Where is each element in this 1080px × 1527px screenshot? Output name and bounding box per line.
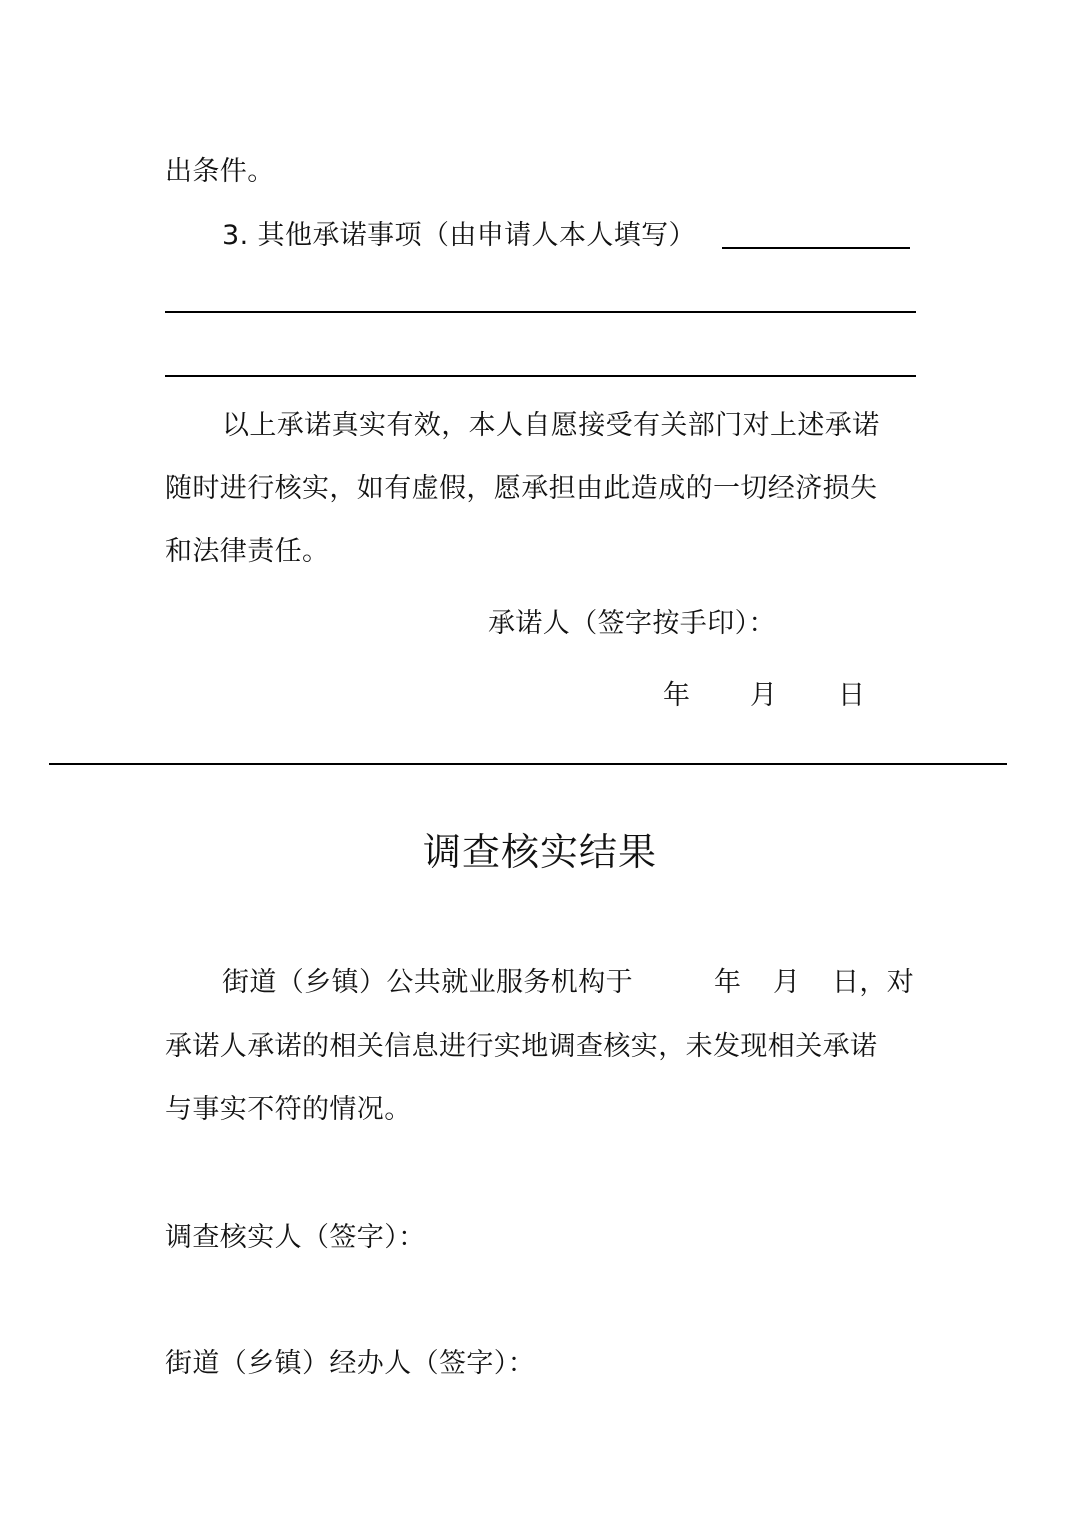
verifier-label: 调查核实人（签字）：	[165, 1222, 426, 1253]
declaration-line-3: 和法律责任。	[165, 536, 330, 567]
item-3-fill-line-3[interactable]	[165, 375, 916, 377]
declaration-line-2: 随时进行核实，如有虚假，愿承担由此造成的一切经济损失	[165, 473, 878, 504]
item-3-fill-line[interactable]	[722, 247, 910, 249]
verification-body-line-2: 承诺人承诺的相关信息进行实地调查核实，未发现相关承诺	[165, 1031, 878, 1062]
date-month: 月	[750, 680, 778, 711]
verification-body-line-1: 街道（乡镇）公共就业服务机构于	[222, 967, 633, 998]
verification-title: 调查核实结果	[422, 830, 657, 874]
signer-label: 承诺人（签字按手印）：	[488, 608, 776, 639]
verification-day: 日，对	[832, 967, 915, 998]
continuation-text: 出条件。	[165, 156, 275, 187]
item-3-fill-line-2[interactable]	[165, 311, 916, 313]
declaration-line-1: 以上承诺真实有效，本人自愿接受有关部门对上述承诺	[222, 410, 880, 441]
date-day: 日	[838, 680, 866, 711]
date-year: 年	[663, 680, 691, 711]
verification-year: 年	[714, 967, 742, 998]
verification-month: 月	[773, 967, 801, 998]
item-3-label: 3. 其他承诺事项（由申请人本人填写）	[222, 220, 696, 251]
handler-label: 街道（乡镇）经办人（签字）：	[165, 1348, 536, 1379]
verification-body-line-3: 与事实不符的情况。	[165, 1094, 412, 1125]
section-divider	[49, 763, 1007, 765]
